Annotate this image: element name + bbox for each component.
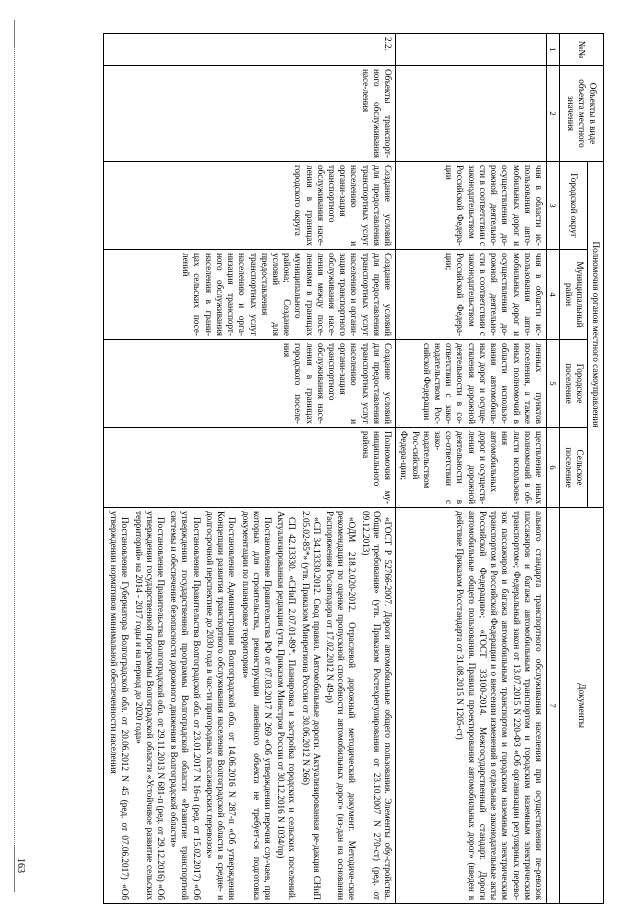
page-number: 163 (15, 858, 26, 873)
prev-documents: ального стандарта транспортного обслуживания населения при осуществлении пе-ревозок пассажиров и багажа автомобильным транспортом и городским наземным электрическим транспортом»; Федеральный закон от 13.07.2015 N 220-ФЗ «Об организации регулярных перево-зок пассажиров и багажа автомобильным транспортом и городским наземным электрическим транспортом в Российской Федерации и о внесении изменений в отдельные законодательные акты Российской Федерации»; «ГОСТ 33100-2014. Межгосударственный стандарт. Дороги автомобильные общего пользования. Правила проектирования автомобильных дорог» (введен в действие Приказом Росстандарта от 31.08.2015 N 1205-ст) (396, 508, 547, 904)
header-urban-district: Городской округ (560, 162, 587, 250)
col-index-3: 3 (546, 162, 559, 250)
column-index-row (546, 34, 559, 904)
continued-row (396, 34, 547, 904)
document-item: Постановление Правительства РФ от 07.03.2017 N 269 «Об утверждении перечня слу-чаев, при которых для строительства, реконструкции линейного объекта не требует-ся подготовка документации по планировке территории» (240, 511, 273, 901)
row-rural-settlement: Полномочия му-ниципального района (103, 428, 395, 508)
row-documents (103, 508, 395, 904)
document-item: «СП 34.13330.2012. Свод правил. Автомобильные дороги. Актуализированная ре-дакция СНиП 2.05.02-85*» (утв. Приказом Минрегиона России от 30.06.2012 N 266) (300, 511, 322, 901)
row-urban-settlement: Создание условий для предоставления транспортных услуг населению и органи-зация транспортного обслуживания насе-ления в границах городского поселе-ния (103, 340, 395, 428)
col-index-5: 5 (546, 340, 559, 428)
prev-urban-district: чия в области ис-пользования авто-мобильных дорог и осуществления до-рожной деятельно-сти в соответствии с законодательством Российской Федера-ции (396, 162, 547, 250)
col-index-7: 7 (546, 508, 559, 904)
col-index-1: 1 (546, 34, 559, 66)
document-item: «ГОСТ Р 52766-2007. Дороги автомобильные общего пользования. Элементы обу-стройства. Общие требования» (утв. Приказом Ростехрегулирования от 23.10.2007 N 270-ст) (ред. от 09.12.2013) (360, 511, 394, 901)
document-item: СП 42.13330. «СНиП 2.07.01-89*. Планировка и застройка городских и сельских поселений. Актуализированная редакция (утв. Приказом Минстроя России от 30.12.2016 N 1034/пр) (276, 511, 298, 901)
document-item: Постановление Правительства Волгоградской обл. от 23.01.2017 N 16-п (ред. от 15.02.2017) «Об утверждении государственной программы Волгоградской области «Развитие транспортной системы и обеспечение безопасности дорожного движения в Волгоградской области» (169, 511, 202, 901)
powers-table (103, 33, 604, 904)
header-num: №№ (560, 34, 604, 66)
row-object: Объекты транспорт-ного обслуживания насе-ления (103, 66, 395, 162)
prev-rural-settlement: ществление иных полномочий в об-ласти использова-ния автомобильных дорог и осуществ-ления дорожной деятельности в со-ответствии с зако-нодательством Рос-сийской Федера-ции; (396, 428, 547, 508)
prev-urban-settlement: ленных пунктов поселения, а также иных полномочий в области использо-вания автомобиль-ных дорог и осуще-ствления дорожной деятельности в со-ответствии с зако-нодательством Рос-сийской Федерации (396, 340, 547, 428)
header-rural-settlement: Сельское поселение (560, 428, 587, 508)
table-row-2-2 (103, 34, 395, 904)
col-index-2: 2 (546, 66, 559, 162)
rotated-table-wrapper (34, 33, 604, 903)
row-number: 2.2. (103, 34, 395, 66)
document-item: Постановление Правительства Волгоградской обл. от 29.11.2013 N 681-п (ред. от 29.12.2016) «Об утверждении государственной программы Волгоградской области «Устойчивое развитие сельских территорий» на 2014 - 2017 годы и на период до 2020 года» (133, 511, 166, 901)
col-index-4: 4 (546, 250, 559, 340)
header-documents: Документы (560, 508, 604, 904)
binding-line-top (14, 20, 15, 46)
document-item: Постановление Губернатора Волгоградской обл. от 20.06.2012 N 45 (ред. от 07.06.2017) «Об утверждении нормативов минимальной обеспеченности населения (109, 511, 131, 901)
header-powers: Полномочия органов местного самоуправления (587, 162, 603, 508)
document-item: «ОДМ 218.2.020-2012. Отраслевой дорожный методический документ. Методиче-ские рекомендации по оценке пропускной способности автомобильных дорог» (из-дан на основании Распоряжения Росавтодора от 17.02.2012 N 49-р) (325, 511, 358, 901)
row-municipal-district: Создание условий для предоставления транспортных услуг населению и органи-зация транспортного обслуживания насе-ления между посе-лениями в границах муниципального района; Создание условий для предоставления транспортных услуг населению и орга-низация транспорт-ного обслуживания населения в грани-цах сельских посе-лений (103, 250, 395, 340)
header-municipal-district: Муниципальный район (560, 250, 587, 340)
header-object: Объекты в виде объекта местного значения (560, 66, 604, 162)
col-index-6: 6 (546, 428, 559, 508)
binding-line (14, 46, 15, 846)
prev-municipal-district: чия в области ис-пользования авто-мобильных дорог и осуществления до-рожной деятельно-сти в соответствии с законодательством Российской Федера-ции; (396, 250, 547, 340)
header-urban-settlement: Городское поселение (560, 340, 587, 428)
document-item: Постановление Администрации Волгоградской обл. от 14.06.2016 N 287-п «Об утверждении Концепции развития транспортного обслуживания населения Волгоградской области в средне- и долгосрочной перспективе до 2030 года в час-ти пригородных пассажирских перевозок» (204, 511, 238, 901)
header-row-1 (587, 34, 603, 904)
row-urban-district: Создание условий для предоставления транспортных услуг населению и органи-зация транспортного обслуживания насе-ления в границах городского округа (103, 162, 395, 250)
